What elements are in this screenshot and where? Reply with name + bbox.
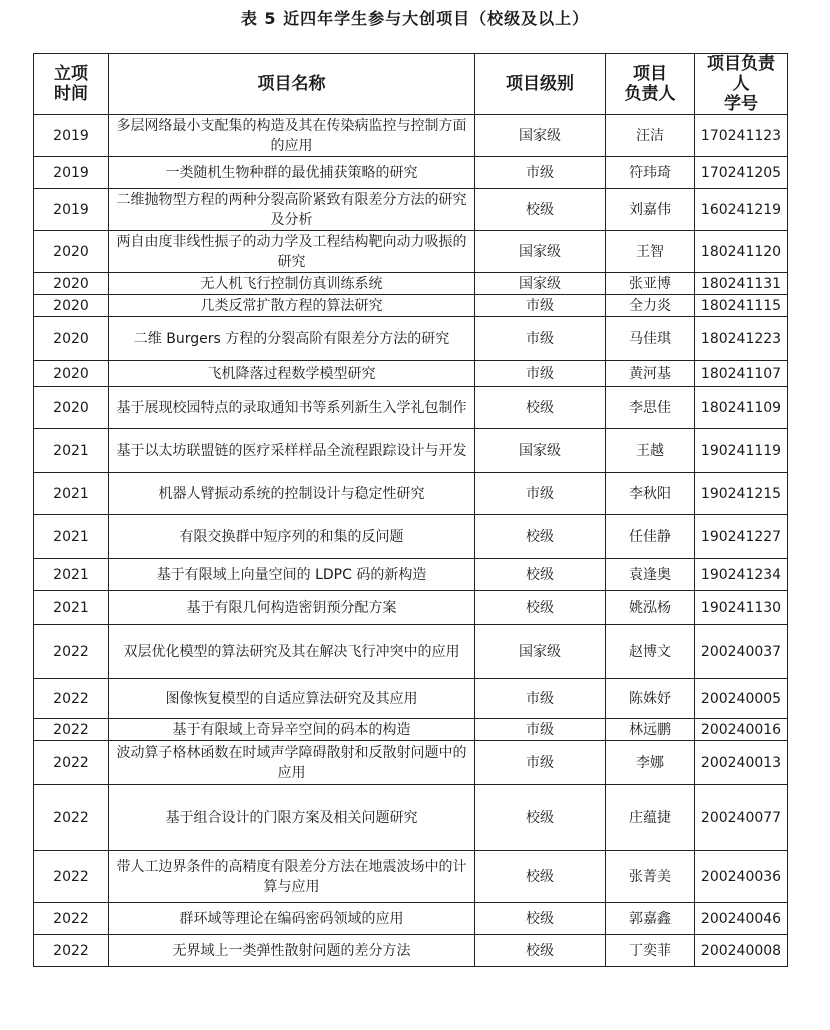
header-row (34, 54, 788, 115)
table-row (34, 115, 788, 157)
cell-project-name: 基于有限域上奇异辛空间的码本的构造 (109, 719, 475, 741)
header-project-name: 项目名称 (109, 54, 475, 115)
cell-year: 2022 (34, 625, 109, 679)
table-row (34, 189, 788, 231)
cell-leader: 王越 (606, 429, 695, 473)
cell-leader: 郭嘉鑫 (606, 903, 695, 935)
cell-project-level: 校级 (475, 903, 606, 935)
cell-leader-id: 170241205 (695, 157, 788, 189)
cell-project-name: 机器人臂振动系统的控制设计与稳定性研究 (109, 473, 475, 515)
table-row (34, 231, 788, 273)
cell-leader-id: 180241107 (695, 361, 788, 387)
cell-project-level: 校级 (475, 851, 606, 903)
cell-project-name: 两自由度非线性振子的动力学及工程结构靶向动力吸振的研究 (109, 231, 475, 273)
cell-project-name: 二维 Burgers 方程的分裂高阶有限差分方法的研究 (109, 317, 475, 361)
cell-leader-id: 180241115 (695, 295, 788, 317)
cell-project-level: 校级 (475, 935, 606, 967)
cell-project-level: 国家级 (475, 115, 606, 157)
cell-year: 2021 (34, 559, 109, 591)
cell-project-level: 市级 (475, 157, 606, 189)
header-leader-line1: 项目 (633, 64, 667, 84)
cell-leader-id: 200240013 (695, 741, 788, 785)
header-year-line2: 时间 (54, 84, 88, 104)
cell-leader-id: 200240036 (695, 851, 788, 903)
cell-leader: 黄河基 (606, 361, 695, 387)
cell-year: 2020 (34, 387, 109, 429)
cell-leader-id: 200240077 (695, 785, 788, 851)
cell-leader-id: 200240008 (695, 935, 788, 967)
cell-leader-id: 190241119 (695, 429, 788, 473)
cell-project-name: 基于以太坊联盟链的医疗采样样品全流程跟踪设计与开发 (109, 429, 475, 473)
cell-leader: 任佳静 (606, 515, 695, 559)
cell-project-level: 国家级 (475, 625, 606, 679)
cell-project-level: 国家级 (475, 231, 606, 273)
cell-year: 2019 (34, 189, 109, 231)
table-row (34, 851, 788, 903)
cell-year: 2022 (34, 851, 109, 903)
table-row (34, 515, 788, 559)
cell-year: 2021 (34, 515, 109, 559)
cell-leader: 林远鹏 (606, 719, 695, 741)
cell-leader-id: 200240037 (695, 625, 788, 679)
cell-leader-id: 190241227 (695, 515, 788, 559)
table-row (34, 719, 788, 741)
table-body (34, 115, 788, 967)
cell-year: 2020 (34, 317, 109, 361)
cell-leader: 符玮琦 (606, 157, 695, 189)
cell-leader: 庄蕴捷 (606, 785, 695, 851)
table-row (34, 591, 788, 625)
cell-leader-id: 180241131 (695, 273, 788, 295)
cell-project-level: 市级 (475, 361, 606, 387)
cell-leader: 全力炎 (606, 295, 695, 317)
table-row (34, 679, 788, 719)
header-leader-id (695, 54, 788, 115)
cell-project-level: 市级 (475, 295, 606, 317)
cell-project-level: 校级 (475, 559, 606, 591)
cell-leader-id: 180241109 (695, 387, 788, 429)
cell-project-name: 几类反常扩散方程的算法研究 (109, 295, 475, 317)
cell-project-level: 校级 (475, 387, 606, 429)
cell-year: 2021 (34, 473, 109, 515)
table-row (34, 295, 788, 317)
cell-project-name: 波动算子格林函数在时域声学障碍散射和反散射问题中的应用 (109, 741, 475, 785)
table-row (34, 317, 788, 361)
table-row (34, 903, 788, 935)
cell-year: 2020 (34, 231, 109, 273)
cell-project-level: 市级 (475, 719, 606, 741)
cell-year: 2019 (34, 115, 109, 157)
cell-year: 2020 (34, 273, 109, 295)
cell-year: 2021 (34, 429, 109, 473)
cell-project-name: 群环域等理论在编码密码领域的应用 (109, 903, 475, 935)
cell-leader: 李思佳 (606, 387, 695, 429)
cell-leader: 汪洁 (606, 115, 695, 157)
cell-project-name: 基于有限域上向量空间的 LDPC 码的新构造 (109, 559, 475, 591)
cell-project-level: 校级 (475, 591, 606, 625)
cell-leader-id: 170241123 (695, 115, 788, 157)
cell-leader-id: 160241219 (695, 189, 788, 231)
cell-project-level: 校级 (475, 189, 606, 231)
header-project-level: 项目级别 (475, 54, 606, 115)
table-row (34, 559, 788, 591)
cell-leader-id: 190241215 (695, 473, 788, 515)
table-caption: 表 5 近四年学生参与大创项目（校级及以上） (240, 9, 590, 28)
table-row (34, 625, 788, 679)
cell-leader: 张菁美 (606, 851, 695, 903)
cell-leader: 袁逢奥 (606, 559, 695, 591)
cell-leader: 丁奕菲 (606, 935, 695, 967)
table-row (34, 157, 788, 189)
cell-project-name: 二维抛物型方程的两种分裂高阶紧致有限差分方法的研究及分析 (109, 189, 475, 231)
cell-project-level: 国家级 (475, 273, 606, 295)
cell-project-level: 市级 (475, 741, 606, 785)
header-leader (606, 54, 695, 115)
header-year (34, 54, 109, 115)
cell-year: 2021 (34, 591, 109, 625)
header-leader-line2: 负责人 (624, 84, 676, 104)
cell-leader: 王智 (606, 231, 695, 273)
cell-year: 2019 (34, 157, 109, 189)
cell-project-name: 基于有限几何构造密钥预分配方案 (109, 591, 475, 625)
cell-leader-id: 180241120 (695, 231, 788, 273)
cell-project-name: 基于组合设计的门限方案及相关问题研究 (109, 785, 475, 851)
cell-project-name: 飞机降落过程数学模型研究 (109, 361, 475, 387)
cell-project-name: 多层网络最小支配集的构造及其在传染病监控与控制方面的应用 (109, 115, 475, 157)
cell-leader-id: 200240016 (695, 719, 788, 741)
cell-project-name: 双层优化模型的算法研究及其在解决飞行冲突中的应用 (109, 625, 475, 679)
cell-leader-id: 190241234 (695, 559, 788, 591)
cell-leader-id: 190241130 (695, 591, 788, 625)
table-row (34, 361, 788, 387)
cell-leader-id: 200240046 (695, 903, 788, 935)
table-row (34, 935, 788, 967)
cell-year: 2022 (34, 741, 109, 785)
projects-table (33, 53, 788, 967)
cell-leader: 陈姝妤 (606, 679, 695, 719)
cell-project-name: 有限交换群中短序列的和集的反问题 (109, 515, 475, 559)
cell-leader-id: 200240005 (695, 679, 788, 719)
cell-year: 2020 (34, 295, 109, 317)
table-row (34, 429, 788, 473)
cell-leader: 赵博文 (606, 625, 695, 679)
cell-project-level: 市级 (475, 473, 606, 515)
cell-project-name: 图像恢复模型的自适应算法研究及其应用 (109, 679, 475, 719)
header-year-line1: 立项 (54, 64, 88, 84)
cell-leader: 李秋阳 (606, 473, 695, 515)
cell-project-name: 无人机飞行控制仿真训练系统 (109, 273, 475, 295)
cell-project-level: 市级 (475, 679, 606, 719)
table-row (34, 473, 788, 515)
cell-project-level: 市级 (475, 317, 606, 361)
header-leader-id-line1: 项目负责人 (707, 54, 775, 94)
cell-leader: 姚泓杨 (606, 591, 695, 625)
table-row (34, 741, 788, 785)
cell-year: 2020 (34, 361, 109, 387)
cell-leader-id: 180241223 (695, 317, 788, 361)
cell-project-name: 无界域上一类弹性散射问题的差分方法 (109, 935, 475, 967)
cell-leader: 张亚博 (606, 273, 695, 295)
cell-project-level: 校级 (475, 515, 606, 559)
cell-year: 2022 (34, 903, 109, 935)
cell-project-name: 基于展现校园特点的录取通知书等系列新生入学礼包制作 (109, 387, 475, 429)
cell-project-level: 国家级 (475, 429, 606, 473)
table-row (34, 785, 788, 851)
cell-leader: 刘嘉伟 (606, 189, 695, 231)
cell-leader: 马佳琪 (606, 317, 695, 361)
cell-project-name: 一类随机生物种群的最优捕获策略的研究 (109, 157, 475, 189)
cell-project-level: 校级 (475, 785, 606, 851)
header-leader-id-line2: 学号 (724, 94, 758, 114)
cell-year: 2022 (34, 935, 109, 967)
table-row (34, 387, 788, 429)
cell-year: 2022 (34, 785, 109, 851)
cell-year: 2022 (34, 679, 109, 719)
cell-leader: 李娜 (606, 741, 695, 785)
cell-year: 2022 (34, 719, 109, 741)
table-row (34, 273, 788, 295)
cell-project-name: 带人工边界条件的高精度有限差分方法在地震波场中的计算与应用 (109, 851, 475, 903)
